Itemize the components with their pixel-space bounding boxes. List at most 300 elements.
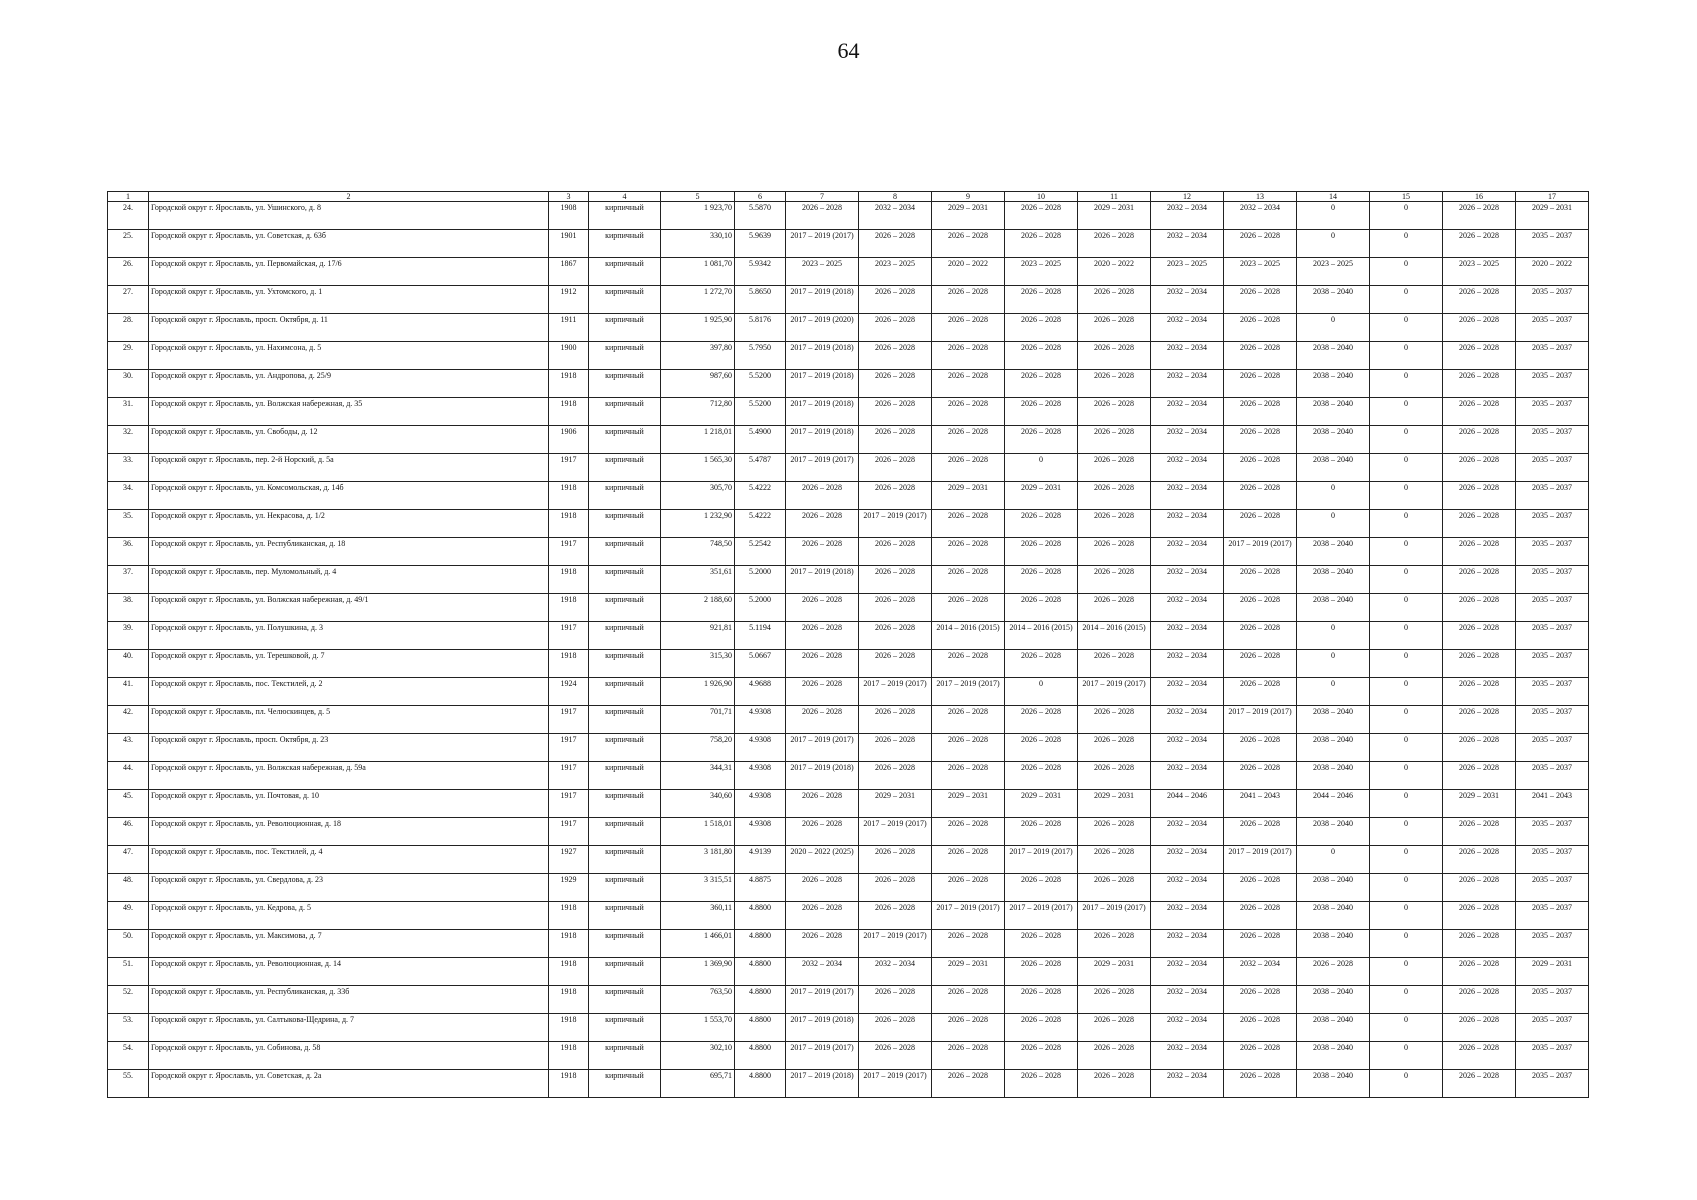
cell-build-year: 1917 <box>549 538 589 566</box>
cell-period-col-12: 2032 – 2034 <box>1151 1042 1224 1070</box>
cell-period-col-8: 2026 – 2028 <box>859 342 932 370</box>
cell-address: Городской округ г. Ярославль, ул. Нахимсона, д. 5 <box>149 342 549 370</box>
cell-period-col-14: 2026 – 2028 <box>1297 958 1370 986</box>
cell-period-col-7: 2026 – 2028 <box>786 678 859 706</box>
cell-wall-material: кирпичный <box>589 622 661 650</box>
cell-wall-material: кирпичный <box>589 1070 661 1098</box>
cell-period-col-12: 2032 – 2034 <box>1151 426 1224 454</box>
cell-period-col-7: 2017 – 2019 (2020) <box>786 314 859 342</box>
cell-period-col-17: 2035 – 2037 <box>1516 566 1589 594</box>
column-header-1: 1 <box>108 192 149 202</box>
cell-period-col-10: 2029 – 2031 <box>1005 482 1078 510</box>
cell-area: 1 232,90 <box>661 510 735 538</box>
cell-area: 1 565,30 <box>661 454 735 482</box>
cell-period-col-14: 0 <box>1297 650 1370 678</box>
cell-area: 1 923,70 <box>661 202 735 230</box>
cell-period-col-7: 2020 – 2022 (2025) <box>786 846 859 874</box>
cell-period-col-16: 2026 – 2028 <box>1443 902 1516 930</box>
cell-wall-material: кирпичный <box>589 370 661 398</box>
cell-period-col-13: 2026 – 2028 <box>1224 1014 1297 1042</box>
cell-period-col-11: 2026 – 2028 <box>1078 314 1151 342</box>
cell-period-col-17: 2035 – 2037 <box>1516 594 1589 622</box>
cell-address: Городской округ г. Ярославль, ул. Терешковой, д. 7 <box>149 650 549 678</box>
cell-period-col-11: 2017 – 2019 (2017) <box>1078 678 1151 706</box>
cell-period-col-14: 2038 – 2040 <box>1297 734 1370 762</box>
cell-period-col-17: 2035 – 2037 <box>1516 538 1589 566</box>
cell-period-col-13: 2026 – 2028 <box>1224 902 1297 930</box>
cell-period-col-14: 2038 – 2040 <box>1297 1014 1370 1042</box>
cell-period-col-10: 2026 – 2028 <box>1005 510 1078 538</box>
cell-rating-score: 4.8800 <box>735 986 786 1014</box>
cell-period-col-8: 2026 – 2028 <box>859 986 932 1014</box>
cell-period-col-8: 2026 – 2028 <box>859 482 932 510</box>
cell-wall-material: кирпичный <box>589 818 661 846</box>
cell-period-col-7: 2017 – 2019 (2018) <box>786 762 859 790</box>
cell-period-col-14: 2038 – 2040 <box>1297 1042 1370 1070</box>
cell-row-number: 44. <box>108 762 149 790</box>
table-row <box>108 202 1589 230</box>
cell-period-col-15: 0 <box>1370 790 1443 818</box>
cell-wall-material: кирпичный <box>589 454 661 482</box>
cell-period-col-13: 2026 – 2028 <box>1224 986 1297 1014</box>
cell-period-col-13: 2026 – 2028 <box>1224 314 1297 342</box>
cell-rating-score: 4.8875 <box>735 874 786 902</box>
cell-rating-score: 4.9308 <box>735 706 786 734</box>
cell-period-col-10: 2026 – 2028 <box>1005 986 1078 1014</box>
cell-wall-material: кирпичный <box>589 734 661 762</box>
cell-period-col-15: 0 <box>1370 230 1443 258</box>
cell-row-number: 28. <box>108 314 149 342</box>
cell-period-col-11: 2026 – 2028 <box>1078 538 1151 566</box>
cell-period-col-14: 2038 – 2040 <box>1297 986 1370 1014</box>
column-header-13: 13 <box>1224 192 1297 202</box>
table-row <box>108 314 1589 342</box>
cell-period-col-14: 2038 – 2040 <box>1297 342 1370 370</box>
cell-period-col-12: 2032 – 2034 <box>1151 650 1224 678</box>
cell-period-col-16: 2026 – 2028 <box>1443 314 1516 342</box>
cell-rating-score: 4.8800 <box>735 902 786 930</box>
cell-period-col-10: 2026 – 2028 <box>1005 398 1078 426</box>
cell-period-col-7: 2032 – 2034 <box>786 958 859 986</box>
cell-period-col-11: 2017 – 2019 (2017) <box>1078 902 1151 930</box>
cell-period-col-17: 2020 – 2022 <box>1516 258 1589 286</box>
cell-rating-score: 5.2000 <box>735 566 786 594</box>
cell-period-col-13: 2017 – 2019 (2017) <box>1224 706 1297 734</box>
cell-period-col-10: 2026 – 2028 <box>1005 314 1078 342</box>
cell-period-col-11: 2026 – 2028 <box>1078 286 1151 314</box>
cell-period-col-10: 2026 – 2028 <box>1005 818 1078 846</box>
cell-period-col-16: 2026 – 2028 <box>1443 202 1516 230</box>
cell-period-col-15: 0 <box>1370 930 1443 958</box>
cell-period-col-17: 2035 – 2037 <box>1516 1014 1589 1042</box>
cell-period-col-10: 2026 – 2028 <box>1005 594 1078 622</box>
cell-period-col-7: 2017 – 2019 (2018) <box>786 286 859 314</box>
cell-area: 1 926,90 <box>661 678 735 706</box>
cell-period-col-14: 2038 – 2040 <box>1297 902 1370 930</box>
cell-row-number: 26. <box>108 258 149 286</box>
cell-period-col-8: 2026 – 2028 <box>859 454 932 482</box>
table-row <box>108 846 1589 874</box>
cell-period-col-15: 0 <box>1370 258 1443 286</box>
cell-period-col-12: 2032 – 2034 <box>1151 370 1224 398</box>
cell-period-col-15: 0 <box>1370 762 1443 790</box>
cell-address: Городской округ г. Ярославль, пер. Муломольный, д. 4 <box>149 566 549 594</box>
table-row <box>108 454 1589 482</box>
cell-period-col-8: 2026 – 2028 <box>859 286 932 314</box>
cell-period-col-11: 2026 – 2028 <box>1078 594 1151 622</box>
cell-address: Городской округ г. Ярославль, ул. Волжская набережная, д. 35 <box>149 398 549 426</box>
cell-period-col-15: 0 <box>1370 426 1443 454</box>
cell-period-col-13: 2026 – 2028 <box>1224 678 1297 706</box>
cell-period-col-16: 2026 – 2028 <box>1443 1014 1516 1042</box>
cell-period-col-17: 2035 – 2037 <box>1516 454 1589 482</box>
cell-row-number: 25. <box>108 230 149 258</box>
cell-period-col-15: 0 <box>1370 706 1443 734</box>
table-row <box>108 566 1589 594</box>
cell-period-col-11: 2026 – 2028 <box>1078 566 1151 594</box>
cell-build-year: 1908 <box>549 202 589 230</box>
cell-period-col-12: 2032 – 2034 <box>1151 678 1224 706</box>
cell-period-col-16: 2026 – 2028 <box>1443 482 1516 510</box>
cell-period-col-7: 2026 – 2028 <box>786 874 859 902</box>
table-row <box>108 622 1589 650</box>
cell-wall-material: кирпичный <box>589 314 661 342</box>
cell-area: 3 181,80 <box>661 846 735 874</box>
cell-period-col-7: 2017 – 2019 (2017) <box>786 986 859 1014</box>
cell-period-col-15: 0 <box>1370 286 1443 314</box>
cell-period-col-8: 2032 – 2034 <box>859 202 932 230</box>
cell-area: 3 315,51 <box>661 874 735 902</box>
cell-period-col-15: 0 <box>1370 454 1443 482</box>
cell-address: Городской округ г. Ярославль, ул. Свердлова, д. 23 <box>149 874 549 902</box>
cell-rating-score: 5.2000 <box>735 594 786 622</box>
cell-period-col-7: 2026 – 2028 <box>786 902 859 930</box>
cell-period-col-9: 2026 – 2028 <box>932 874 1005 902</box>
cell-build-year: 1918 <box>549 1014 589 1042</box>
table-row <box>108 510 1589 538</box>
cell-build-year: 1912 <box>549 286 589 314</box>
cell-period-col-15: 0 <box>1370 734 1443 762</box>
cell-period-col-10: 2017 – 2019 (2017) <box>1005 846 1078 874</box>
cell-address: Городской округ г. Ярославль, ул. Советская, д. 63б <box>149 230 549 258</box>
cell-build-year: 1917 <box>549 790 589 818</box>
cell-period-col-10: 2023 – 2025 <box>1005 258 1078 286</box>
cell-area: 2 188,60 <box>661 594 735 622</box>
column-header-14: 14 <box>1297 192 1370 202</box>
cell-period-col-9: 2026 – 2028 <box>932 510 1005 538</box>
cell-period-col-15: 0 <box>1370 678 1443 706</box>
cell-period-col-15: 0 <box>1370 986 1443 1014</box>
cell-row-number: 45. <box>108 790 149 818</box>
cell-period-col-11: 2026 – 2028 <box>1078 426 1151 454</box>
cell-address: Городской округ г. Ярославль, ул. Волжская набережная, д. 59а <box>149 762 549 790</box>
cell-period-col-7: 2017 – 2019 (2017) <box>786 454 859 482</box>
cell-period-col-17: 2029 – 2031 <box>1516 202 1589 230</box>
cell-period-col-14: 2038 – 2040 <box>1297 538 1370 566</box>
cell-period-col-10: 2026 – 2028 <box>1005 762 1078 790</box>
cell-rating-score: 4.8800 <box>735 958 786 986</box>
cell-period-col-11: 2026 – 2028 <box>1078 846 1151 874</box>
cell-period-col-7: 2026 – 2028 <box>786 202 859 230</box>
cell-period-col-9: 2026 – 2028 <box>932 1042 1005 1070</box>
cell-period-col-10: 2026 – 2028 <box>1005 874 1078 902</box>
cell-area: 344,31 <box>661 762 735 790</box>
cell-period-col-12: 2032 – 2034 <box>1151 566 1224 594</box>
cell-period-col-15: 0 <box>1370 818 1443 846</box>
table-row <box>108 370 1589 398</box>
cell-period-col-7: 2026 – 2028 <box>786 594 859 622</box>
cell-period-col-15: 0 <box>1370 398 1443 426</box>
cell-rating-score: 5.4222 <box>735 482 786 510</box>
cell-period-col-13: 2026 – 2028 <box>1224 622 1297 650</box>
cell-period-col-17: 2035 – 2037 <box>1516 510 1589 538</box>
cell-period-col-17: 2035 – 2037 <box>1516 930 1589 958</box>
cell-row-number: 50. <box>108 930 149 958</box>
cell-period-col-8: 2026 – 2028 <box>859 846 932 874</box>
cell-address: Городской округ г. Ярославль, ул. Комсомольская, д. 14б <box>149 482 549 510</box>
cell-period-col-7: 2017 – 2019 (2018) <box>786 1070 859 1098</box>
cell-period-col-8: 2026 – 2028 <box>859 370 932 398</box>
cell-period-col-16: 2026 – 2028 <box>1443 286 1516 314</box>
cell-period-col-12: 2032 – 2034 <box>1151 202 1224 230</box>
cell-period-col-11: 2026 – 2028 <box>1078 986 1151 1014</box>
cell-period-col-10: 2026 – 2028 <box>1005 958 1078 986</box>
cell-period-col-15: 0 <box>1370 846 1443 874</box>
cell-period-col-13: 2026 – 2028 <box>1224 930 1297 958</box>
cell-wall-material: кирпичный <box>589 286 661 314</box>
cell-period-col-17: 2035 – 2037 <box>1516 734 1589 762</box>
cell-period-col-8: 2017 – 2019 (2017) <box>859 678 932 706</box>
cell-period-col-9: 2026 – 2028 <box>932 762 1005 790</box>
cell-wall-material: кирпичный <box>589 874 661 902</box>
cell-period-col-9: 2026 – 2028 <box>932 398 1005 426</box>
cell-address: Городской округ г. Ярославль, просп. Октября, д. 11 <box>149 314 549 342</box>
column-header-10: 10 <box>1005 192 1078 202</box>
table-row <box>108 734 1589 762</box>
cell-period-col-11: 2026 – 2028 <box>1078 706 1151 734</box>
cell-period-col-14: 2038 – 2040 <box>1297 370 1370 398</box>
cell-wall-material: кирпичный <box>589 426 661 454</box>
cell-period-col-10: 0 <box>1005 678 1078 706</box>
cell-period-col-12: 2032 – 2034 <box>1151 1070 1224 1098</box>
cell-period-col-14: 2038 – 2040 <box>1297 286 1370 314</box>
cell-row-number: 46. <box>108 818 149 846</box>
cell-area: 712,80 <box>661 398 735 426</box>
table-row <box>108 818 1589 846</box>
cell-period-col-17: 2035 – 2037 <box>1516 706 1589 734</box>
cell-period-col-17: 2035 – 2037 <box>1516 1070 1589 1098</box>
cell-rating-score: 4.9308 <box>735 818 786 846</box>
cell-period-col-12: 2032 – 2034 <box>1151 510 1224 538</box>
cell-row-number: 24. <box>108 202 149 230</box>
cell-build-year: 1924 <box>549 678 589 706</box>
cell-period-col-12: 2032 – 2034 <box>1151 958 1224 986</box>
cell-period-col-13: 2026 – 2028 <box>1224 566 1297 594</box>
cell-period-col-15: 0 <box>1370 1014 1443 1042</box>
cell-wall-material: кирпичный <box>589 342 661 370</box>
cell-period-col-9: 2026 – 2028 <box>932 846 1005 874</box>
column-header-9: 9 <box>932 192 1005 202</box>
table-row <box>108 398 1589 426</box>
cell-wall-material: кирпичный <box>589 538 661 566</box>
cell-address: Городской округ г. Ярославль, ул. Революционная, д. 14 <box>149 958 549 986</box>
cell-period-col-16: 2026 – 2028 <box>1443 342 1516 370</box>
cell-area: 1 272,70 <box>661 286 735 314</box>
cell-period-col-16: 2026 – 2028 <box>1443 566 1516 594</box>
cell-wall-material: кирпичный <box>589 398 661 426</box>
cell-period-col-8: 2026 – 2028 <box>859 398 932 426</box>
cell-period-col-17: 2035 – 2037 <box>1516 342 1589 370</box>
cell-period-col-10: 2026 – 2028 <box>1005 650 1078 678</box>
cell-period-col-8: 2017 – 2019 (2017) <box>859 510 932 538</box>
column-header-11: 11 <box>1078 192 1151 202</box>
cell-period-col-8: 2026 – 2028 <box>859 594 932 622</box>
cell-wall-material: кирпичный <box>589 202 661 230</box>
cell-period-col-13: 2026 – 2028 <box>1224 454 1297 482</box>
cell-address: Городской округ г. Ярославль, ул. Волжская набережная, д. 49/1 <box>149 594 549 622</box>
column-header-17: 17 <box>1516 192 1589 202</box>
table-row <box>108 594 1589 622</box>
cell-period-col-16: 2026 – 2028 <box>1443 818 1516 846</box>
cell-period-col-8: 2026 – 2028 <box>859 734 932 762</box>
cell-address: Городской округ г. Ярославль, ул. Собинова, д. 58 <box>149 1042 549 1070</box>
cell-area: 397,80 <box>661 342 735 370</box>
column-number-header-row <box>108 192 1589 202</box>
cell-period-col-15: 0 <box>1370 1042 1443 1070</box>
cell-period-col-12: 2032 – 2034 <box>1151 874 1224 902</box>
cell-rating-score: 4.8800 <box>735 930 786 958</box>
cell-period-col-9: 2026 – 2028 <box>932 818 1005 846</box>
cell-period-col-15: 0 <box>1370 202 1443 230</box>
cell-period-col-14: 0 <box>1297 230 1370 258</box>
cell-row-number: 52. <box>108 986 149 1014</box>
cell-period-col-16: 2026 – 2028 <box>1443 650 1516 678</box>
column-header-16: 16 <box>1443 192 1516 202</box>
cell-period-col-17: 2035 – 2037 <box>1516 370 1589 398</box>
cell-period-col-16: 2026 – 2028 <box>1443 594 1516 622</box>
table-row <box>108 230 1589 258</box>
cell-build-year: 1918 <box>549 370 589 398</box>
cell-period-col-14: 2038 – 2040 <box>1297 874 1370 902</box>
cell-period-col-10: 2026 – 2028 <box>1005 1042 1078 1070</box>
cell-period-col-8: 2026 – 2028 <box>859 622 932 650</box>
cell-period-col-10: 2026 – 2028 <box>1005 1070 1078 1098</box>
cell-address: Городской округ г. Ярославль, ул. Ушинского, д. 8 <box>149 202 549 230</box>
cell-period-col-16: 2026 – 2028 <box>1443 622 1516 650</box>
cell-area: 748,50 <box>661 538 735 566</box>
cell-rating-score: 4.8800 <box>735 1042 786 1070</box>
cell-address: Городской округ г. Ярославль, пос. Текстилей, д. 4 <box>149 846 549 874</box>
cell-period-col-9: 2026 – 2028 <box>932 230 1005 258</box>
cell-period-col-9: 2026 – 2028 <box>932 986 1005 1014</box>
cell-period-col-11: 2026 – 2028 <box>1078 230 1151 258</box>
column-header-8: 8 <box>859 192 932 202</box>
cell-period-col-10: 2026 – 2028 <box>1005 426 1078 454</box>
cell-period-col-17: 2035 – 2037 <box>1516 622 1589 650</box>
cell-period-col-7: 2026 – 2028 <box>786 790 859 818</box>
cell-period-col-9: 2026 – 2028 <box>932 930 1005 958</box>
cell-row-number: 42. <box>108 706 149 734</box>
cell-wall-material: кирпичный <box>589 706 661 734</box>
cell-row-number: 41. <box>108 678 149 706</box>
cell-period-col-14: 0 <box>1297 678 1370 706</box>
cell-period-col-11: 2026 – 2028 <box>1078 482 1151 510</box>
cell-period-col-8: 2017 – 2019 (2017) <box>859 930 932 958</box>
cell-address: Городской округ г. Ярославль, ул. Республиканская, д. 18 <box>149 538 549 566</box>
page-number: 64 <box>837 38 860 63</box>
cell-area: 360,11 <box>661 902 735 930</box>
cell-address: Городской округ г. Ярославль, пос. Текстилей, д. 2 <box>149 678 549 706</box>
cell-row-number: 48. <box>108 874 149 902</box>
cell-area: 763,50 <box>661 986 735 1014</box>
cell-build-year: 1917 <box>549 622 589 650</box>
cell-period-col-15: 0 <box>1370 370 1443 398</box>
cell-period-col-17: 2035 – 2037 <box>1516 286 1589 314</box>
cell-period-col-8: 2026 – 2028 <box>859 874 932 902</box>
cell-row-number: 31. <box>108 398 149 426</box>
cell-period-col-15: 0 <box>1370 1070 1443 1098</box>
cell-area: 758,20 <box>661 734 735 762</box>
cell-period-col-16: 2026 – 2028 <box>1443 510 1516 538</box>
cell-period-col-9: 2026 – 2028 <box>932 426 1005 454</box>
cell-area: 1 925,90 <box>661 314 735 342</box>
cell-address: Городской округ г. Ярославль, ул. Советская, д. 2а <box>149 1070 549 1098</box>
cell-row-number: 49. <box>108 902 149 930</box>
cell-wall-material: кирпичный <box>589 230 661 258</box>
cell-period-col-12: 2032 – 2034 <box>1151 1014 1224 1042</box>
cell-period-col-13: 2026 – 2028 <box>1224 342 1297 370</box>
cell-period-col-13: 2017 – 2019 (2017) <box>1224 538 1297 566</box>
cell-row-number: 38. <box>108 594 149 622</box>
buildings-register-table <box>107 191 1589 1098</box>
table-row <box>108 958 1589 986</box>
cell-period-col-13: 2026 – 2028 <box>1224 818 1297 846</box>
cell-period-col-12: 2032 – 2034 <box>1151 622 1224 650</box>
cell-period-col-8: 2026 – 2028 <box>859 1014 932 1042</box>
column-header-7: 7 <box>786 192 859 202</box>
cell-period-col-14: 2038 – 2040 <box>1297 762 1370 790</box>
cell-period-col-13: 2041 – 2043 <box>1224 790 1297 818</box>
cell-rating-score: 5.9639 <box>735 230 786 258</box>
cell-rating-score: 4.9688 <box>735 678 786 706</box>
cell-period-col-10: 2026 – 2028 <box>1005 566 1078 594</box>
cell-period-col-11: 2026 – 2028 <box>1078 342 1151 370</box>
cell-build-year: 1918 <box>549 902 589 930</box>
cell-build-year: 1906 <box>549 426 589 454</box>
cell-period-col-10: 2026 – 2028 <box>1005 930 1078 958</box>
cell-wall-material: кирпичный <box>589 594 661 622</box>
cell-area: 1 218,01 <box>661 426 735 454</box>
cell-period-col-17: 2035 – 2037 <box>1516 818 1589 846</box>
cell-period-col-8: 2032 – 2034 <box>859 958 932 986</box>
cell-period-col-13: 2026 – 2028 <box>1224 874 1297 902</box>
cell-address: Городской округ г. Ярославль, ул. Кедрова, д. 5 <box>149 902 549 930</box>
cell-period-col-17: 2035 – 2037 <box>1516 482 1589 510</box>
cell-period-col-16: 2026 – 2028 <box>1443 538 1516 566</box>
cell-rating-score: 5.7950 <box>735 342 786 370</box>
cell-period-col-9: 2026 – 2028 <box>932 342 1005 370</box>
cell-period-col-10: 2026 – 2028 <box>1005 370 1078 398</box>
cell-period-col-8: 2029 – 2031 <box>859 790 932 818</box>
cell-rating-score: 5.5870 <box>735 202 786 230</box>
cell-row-number: 40. <box>108 650 149 678</box>
cell-period-col-9: 2029 – 2031 <box>932 958 1005 986</box>
cell-period-col-14: 2038 – 2040 <box>1297 426 1370 454</box>
cell-period-col-12: 2032 – 2034 <box>1151 818 1224 846</box>
cell-period-col-12: 2032 – 2034 <box>1151 538 1224 566</box>
cell-period-col-13: 2017 – 2019 (2017) <box>1224 846 1297 874</box>
cell-period-col-14: 2038 – 2040 <box>1297 706 1370 734</box>
